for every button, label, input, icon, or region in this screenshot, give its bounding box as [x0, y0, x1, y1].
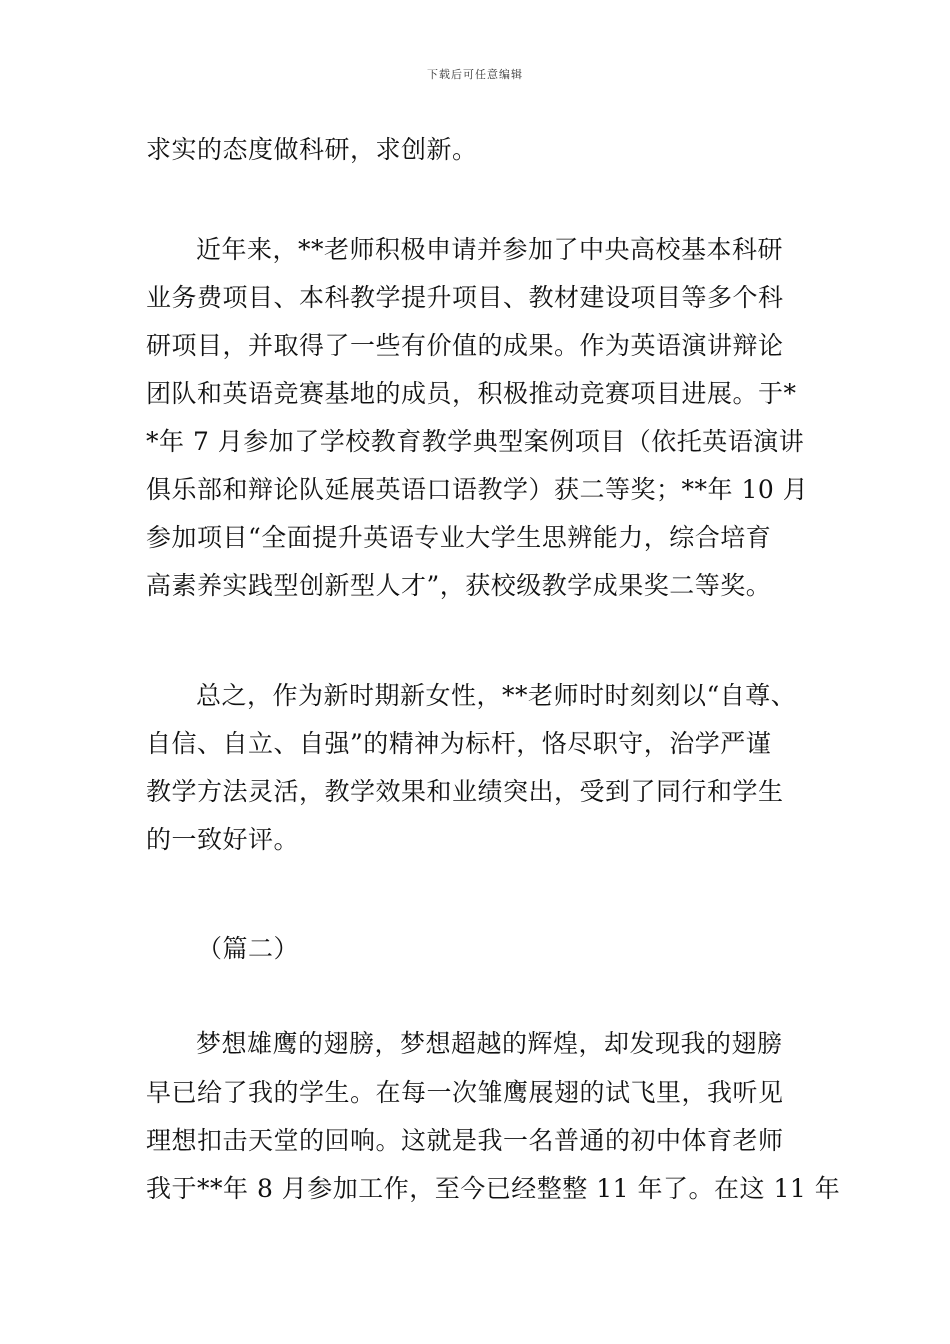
- page-header-note: 下载后可任意编辑: [427, 68, 523, 81]
- paragraph-first-line: 总之，作为新时期新女性，**老师时时刻刻以“自尊、: [196, 681, 797, 710]
- text-line: 团队和英语竞赛基地的成员，积极推动竞赛项目进展。于*: [146, 379, 797, 408]
- text-line: 理想扣击天堂的回响。这就是我一名普通的初中体育老师: [146, 1126, 784, 1155]
- text-line: 高素养实践型创新型人才”，获校级教学成果奖二等奖。: [146, 571, 772, 600]
- section-heading: （篇二）: [197, 934, 300, 963]
- text-line: 早已给了我的学生。在每一次雏鹰展翅的试飞里，我听见: [146, 1078, 784, 1107]
- text-line: 求实的态度做科研，求创新。: [146, 135, 478, 164]
- text-line: *年 7 月参加了学校教育教学典型案例项目（依托英语演讲: [146, 427, 805, 456]
- text-line: 的一致好评。: [146, 825, 300, 854]
- paragraph-first-line: 近年来，**老师积极申请并参加了中央高校基本科研: [196, 235, 784, 264]
- text-line: 研项目，并取得了一些有价值的成果。作为英语演讲辩论: [146, 331, 784, 360]
- text-line: 我于**年 8 月参加工作，至今已经整整 11 年了。在这 11 年: [146, 1174, 841, 1203]
- paragraph-first-line: 梦想雄鹰的翅膀，梦想超越的辉煌，却发现我的翅膀: [196, 1029, 783, 1058]
- text-line: 教学方法灵活，教学效果和业绩突出，受到了同行和学生: [146, 777, 784, 806]
- text-line: 俱乐部和辩论队延展英语口语教学）获二等奖；**年 10 月: [146, 475, 809, 504]
- text-line: 业务费项目、本科教学提升项目、教材建设项目等多个科: [146, 283, 784, 312]
- text-line: 自信、自立、自强”的精神为标杆，恪尽职守，治学严谨: [146, 729, 772, 758]
- text-line: 参加项目“全面提升英语专业大学生思辨能力，综合培育: [146, 523, 772, 552]
